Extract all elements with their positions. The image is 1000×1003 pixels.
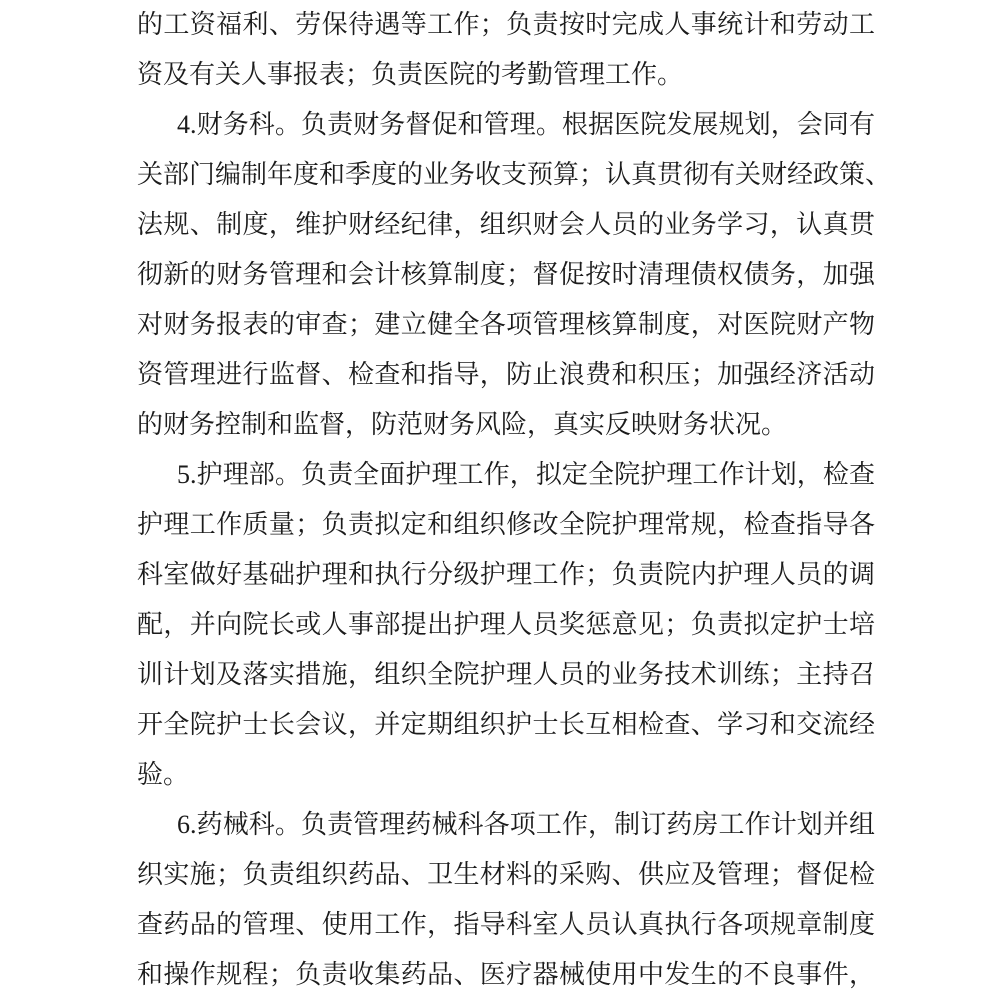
text-line: 彻新的财务管理和会计核算制度；督促按时清理债权债务，加强 (137, 260, 875, 289)
text-line: 科室做好基础护理和执行分级护理工作；负责院内护理人员的调 (137, 560, 875, 589)
text-line: 和操作规程；负责收集药品、医疗器械使用中发生的不良事件， (137, 960, 875, 989)
text-line: 关部门编制年度和季度的业务收支预算；认真贯彻有关财经政策、 (137, 160, 892, 189)
text-line: 护理工作质量；负责拟定和组织修改全院护理常规，检查指导各 (137, 510, 875, 539)
text-line: 配，并向院长或人事部提出护理人员奖惩意见；负责拟定护士培 (137, 610, 875, 639)
text-line: 验。 (137, 760, 190, 789)
text-line: 的工资福利、劳保待遇等工作；负责按时完成人事统计和劳动工 (137, 10, 875, 39)
text-line: 法规、制度，维护财经纪律，组织财会人员的业务学习，认真贯 (137, 210, 875, 239)
text-line: 的财务控制和监督，防范财务风险，真实反映财务状况。 (137, 410, 788, 439)
text-line: 对财务报表的审查；建立健全各项管理核算制度，对医院财产物 (137, 310, 875, 339)
text-line: 训计划及落实措施，组织全院护理人员的业务技术训练；主持召 (137, 660, 875, 689)
text-line: 6.药械科。负责管理药械科各项工作，制订药房工作计划并组 (177, 810, 875, 839)
text-line: 资管理进行监督、检查和指导，防止浪费和积压；加强经济活动 (137, 360, 875, 389)
text-line: 5.护理部。负责全面护理工作，拟定全院护理工作计划，检查 (177, 460, 875, 489)
text-line: 4.财务科。负责财务督促和管理。根据医院发展规划，会同有 (177, 110, 875, 139)
text-line: 资及有关人事报表；负责医院的考勤管理工作。 (137, 60, 684, 89)
document-text-block (137, 0, 892, 1000)
text-line: 开全院护士长会议，并定期组织护士长互相检查、学习和交流经 (137, 710, 875, 739)
text-line: 织实施；负责组织药品、卫生材料的采购、供应及管理；督促检 (137, 860, 875, 889)
text-line: 查药品的管理、使用工作，指导科室人员认真执行各项规章制度 (137, 910, 875, 939)
